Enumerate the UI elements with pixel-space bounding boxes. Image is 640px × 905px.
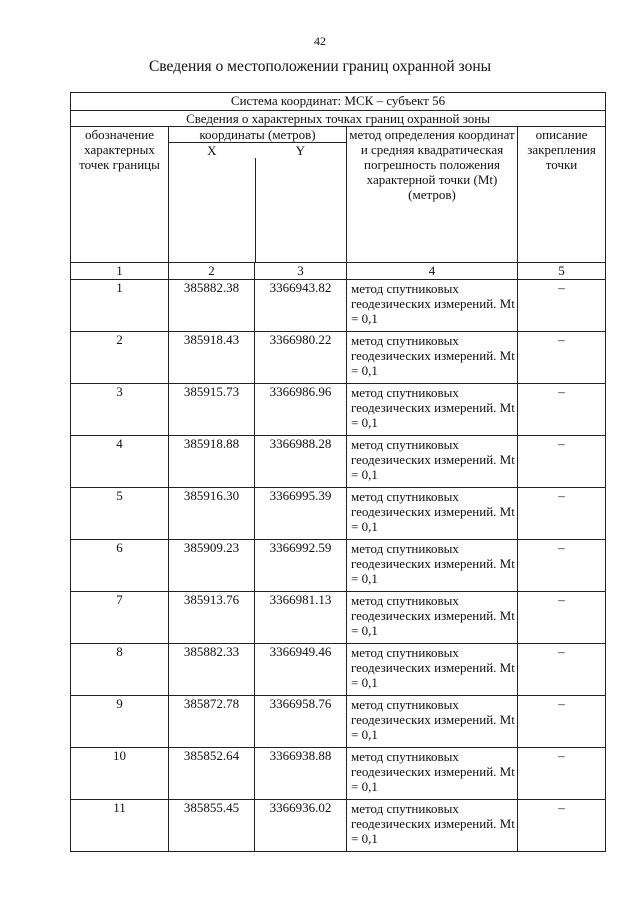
- table-row: [71, 540, 606, 592]
- description-cell: –: [518, 800, 606, 852]
- y-coordinate-cell: 3366992.59: [255, 540, 347, 592]
- divider-left: [169, 158, 256, 262]
- method-cell: метод спутниковых геодезических измерений. Mt = 0,1: [347, 332, 518, 384]
- x-coordinate-cell: 385872.78: [169, 696, 255, 748]
- y-coordinate-cell: 3366980.22: [255, 332, 347, 384]
- header-point-designation: обозначение характерных точек границы: [71, 127, 169, 263]
- point-number-cell: 10: [71, 748, 169, 800]
- divider-right: [256, 158, 346, 262]
- method-cell: метод спутниковых геодезических измерений. Mt = 0,1: [347, 748, 518, 800]
- description-cell: –: [518, 748, 606, 800]
- header-coordinates: [169, 127, 347, 263]
- method-cell: метод спутниковых геодезических измерений. Mt = 0,1: [347, 488, 518, 540]
- table-row: [71, 696, 606, 748]
- description-cell: –: [518, 384, 606, 436]
- x-coordinate-cell: 385918.43: [169, 332, 255, 384]
- boundary-points-table: [70, 92, 606, 852]
- table-body: [71, 93, 606, 852]
- column-number: 1: [71, 263, 169, 280]
- header-row: [71, 127, 606, 263]
- y-coordinate-cell: 3366958.76: [255, 696, 347, 748]
- header-xy-divider: [169, 158, 346, 262]
- method-cell: метод спутниковых геодезических измерений. Mt = 0,1: [347, 280, 518, 332]
- point-number-cell: 7: [71, 592, 169, 644]
- point-number-cell: 1: [71, 280, 169, 332]
- method-cell: метод спутниковых геодезических измерений. Mt = 0,1: [347, 384, 518, 436]
- x-coordinate-cell: 385918.88: [169, 436, 255, 488]
- method-cell: метод спутниковых геодезических измерений. Mt = 0,1: [347, 696, 518, 748]
- description-cell: –: [518, 644, 606, 696]
- coordinate-system-caption: Система координат: МСК – субъект 56: [71, 93, 606, 111]
- table-row: [71, 644, 606, 696]
- x-coordinate-cell: 385916.30: [169, 488, 255, 540]
- point-number-cell: 3: [71, 384, 169, 436]
- page-number: 42: [314, 34, 326, 48]
- header-xy: [169, 143, 346, 158]
- description-cell: –: [518, 332, 606, 384]
- column-number: 4: [347, 263, 518, 280]
- points-caption: Сведения о характерных точках границ охранной зоны: [71, 111, 606, 127]
- table-row: [71, 800, 606, 852]
- system-caption-row: [71, 93, 606, 111]
- x-coordinate-cell: 385913.76: [169, 592, 255, 644]
- description-cell: –: [518, 696, 606, 748]
- x-coordinate-cell: 385882.33: [169, 644, 255, 696]
- point-number-cell: 8: [71, 644, 169, 696]
- point-number-cell: 11: [71, 800, 169, 852]
- x-coordinate-cell: 385882.38: [169, 280, 255, 332]
- method-cell: метод спутниковых геодезических измерений. Mt = 0,1: [347, 644, 518, 696]
- description-cell: –: [518, 436, 606, 488]
- description-cell: –: [518, 540, 606, 592]
- y-coordinate-cell: 3366981.13: [255, 592, 347, 644]
- x-coordinate-cell: 385855.45: [169, 800, 255, 852]
- header-description: описание закрепления точки: [518, 127, 606, 263]
- point-number-cell: 9: [71, 696, 169, 748]
- table-row: [71, 748, 606, 800]
- table-row: [71, 332, 606, 384]
- table-row: [71, 384, 606, 436]
- y-coordinate-cell: 3366949.46: [255, 644, 347, 696]
- table-row: [71, 436, 606, 488]
- header-coordinates-label: координаты (метров): [169, 127, 346, 143]
- y-coordinate-cell: 3366938.88: [255, 748, 347, 800]
- method-cell: метод спутниковых геодезических измерений. Mt = 0,1: [347, 592, 518, 644]
- points-caption-row: [71, 111, 606, 127]
- y-coordinate-cell: 3366943.82: [255, 280, 347, 332]
- column-numbers-row: [71, 263, 606, 280]
- point-number-cell: 5: [71, 488, 169, 540]
- y-coordinate-cell: 3366986.96: [255, 384, 347, 436]
- x-coordinate-cell: 385852.64: [169, 748, 255, 800]
- method-cell: метод спутниковых геодезических измерений. Mt = 0,1: [347, 800, 518, 852]
- point-number-cell: 6: [71, 540, 169, 592]
- header-x: X: [207, 143, 217, 158]
- point-number-cell: 4: [71, 436, 169, 488]
- method-cell: метод спутниковых геодезических измерений. Mt = 0,1: [347, 436, 518, 488]
- description-cell: –: [518, 488, 606, 540]
- y-coordinate-cell: 3366936.02: [255, 800, 347, 852]
- table-row: [71, 592, 606, 644]
- description-cell: –: [518, 280, 606, 332]
- header-y: Y: [295, 143, 305, 158]
- table-row: [71, 280, 606, 332]
- y-coordinate-cell: 3366995.39: [255, 488, 347, 540]
- column-number: 2: [169, 263, 255, 280]
- table-row: [71, 488, 606, 540]
- point-number-cell: 2: [71, 332, 169, 384]
- column-number: 3: [255, 263, 347, 280]
- x-coordinate-cell: 385915.73: [169, 384, 255, 436]
- x-coordinate-cell: 385909.23: [169, 540, 255, 592]
- y-coordinate-cell: 3366988.28: [255, 436, 347, 488]
- document-title: Сведения о местоположении границ охранной зоны: [148, 58, 492, 75]
- description-cell: –: [518, 592, 606, 644]
- header-method: метод определения координат и средняя квадратическая погрешность положения характерной точки (Mt) (метров): [347, 127, 518, 263]
- method-cell: метод спутниковых геодезических измерений. Mt = 0,1: [347, 540, 518, 592]
- column-number: 5: [518, 263, 606, 280]
